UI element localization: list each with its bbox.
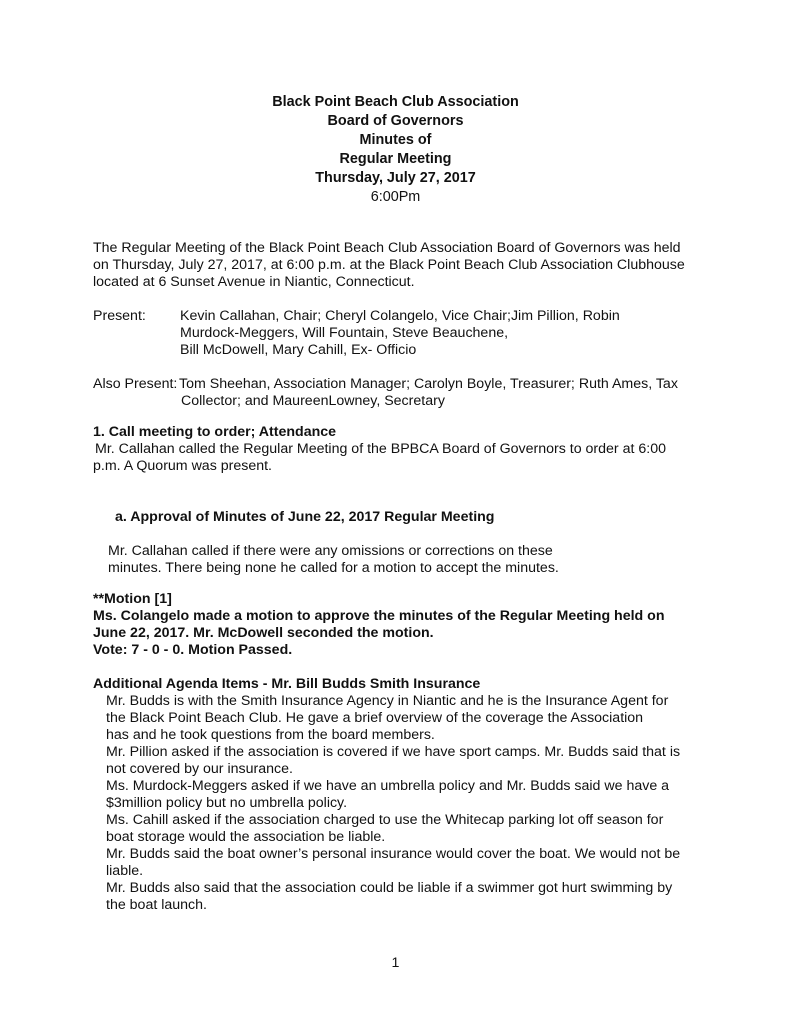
- section-heading: Additional Agenda Items - Mr. Bill Budds Smith Insurance: [93, 676, 481, 692]
- minutes-title: Minutes of: [359, 132, 432, 148]
- section-line: Mr. Callahan called the Regular Meeting of the BPBCA Board of Governors to order at 6:00: [95, 441, 666, 457]
- section-line: the boat launch.: [106, 897, 207, 913]
- section-line: liable.: [106, 863, 144, 879]
- board-title: Board of Governors: [327, 113, 464, 129]
- motion-heading: **Motion [1]: [93, 591, 172, 607]
- also-present-line: Collector; and MaureenLowney, Secretary: [181, 393, 445, 409]
- section-heading: a. Approval of Minutes of June 22, 2017 Regular Meeting: [115, 509, 495, 525]
- section-line: minutes. There being none he called for a motion to accept the minutes.: [108, 560, 559, 576]
- motion-line: June 22, 2017. Mr. McDowell seconded the motion.: [93, 625, 434, 641]
- present-label: Present:: [93, 308, 146, 324]
- section-line: has and he took questions from the board members.: [106, 727, 435, 743]
- org-title: Black Point Beach Club Association: [272, 94, 519, 110]
- also-present-label: Also Present:: [93, 376, 178, 392]
- meeting-date: Thursday, July 27, 2017: [315, 170, 476, 186]
- section-line: not covered by our insurance.: [106, 761, 293, 777]
- intro-line: located at 6 Sunset Avenue in Niantic, Connecticut.: [93, 274, 415, 290]
- present-line: Kevin Callahan, Chair; Cheryl Colangelo, Vice Chair;Jim Pillion, Robin: [180, 308, 620, 324]
- section-line: the Black Point Beach Club. He gave a brief overview of the coverage the Association: [106, 710, 644, 726]
- section-line: p.m. A Quorum was present.: [93, 458, 272, 474]
- present-line: Murdock-Meggers, Will Fountain, Steve Beauchene,: [180, 325, 509, 341]
- section-line: Mr. Callahan called if there were any omissions or corrections on these: [108, 543, 553, 559]
- section-line: Ms. Cahill asked if the association charged to use the Whitecap parking lot off season for: [106, 812, 664, 828]
- section-heading: 1. Call meeting to order; Attendance: [93, 424, 337, 440]
- present-line: Bill McDowell, Mary Cahill, Ex- Officio: [180, 342, 417, 358]
- section-line: Mr. Budds also said that the association could be liable if a swimmer got hurt swimming by: [106, 880, 673, 896]
- motion-line: Ms. Colangelo made a motion to approve the minutes of the Regular Meeting held on: [93, 608, 665, 624]
- meeting-title: Regular Meeting: [339, 151, 452, 167]
- page-number: 1: [391, 955, 400, 971]
- intro-line: on Thursday, July 27, 2017, at 6:00 p.m. at the Black Point Beach Club Association Clubhouse: [93, 257, 685, 273]
- motion-line: Vote: 7 - 0 - 0. Motion Passed.: [93, 642, 293, 658]
- section-line: boat storage would the association be liable.: [106, 829, 386, 845]
- section-line: Ms. Murdock-Meggers asked if we have an umbrella policy and Mr. Budds said we have a: [106, 778, 670, 794]
- section-line: Mr. Budds is with the Smith Insurance Agency in Niantic and he is the Insurance Agent for: [106, 693, 669, 709]
- also-present-line: Tom Sheehan, Association Manager; Carolyn Boyle, Treasurer; Ruth Ames, Tax: [179, 376, 678, 392]
- meeting-time: 6:00Pm: [370, 189, 421, 205]
- intro-line: The Regular Meeting of the Black Point Beach Club Association Board of Governors was held: [93, 240, 681, 256]
- section-line: $3million policy but no umbrella policy.: [106, 795, 348, 811]
- section-line: Mr. Budds said the boat owner’s personal insurance would cover the boat. We would not be: [106, 846, 681, 862]
- section-line: Mr. Pillion asked if the association is covered if we have sport camps. Mr. Budds said that is: [106, 744, 681, 760]
